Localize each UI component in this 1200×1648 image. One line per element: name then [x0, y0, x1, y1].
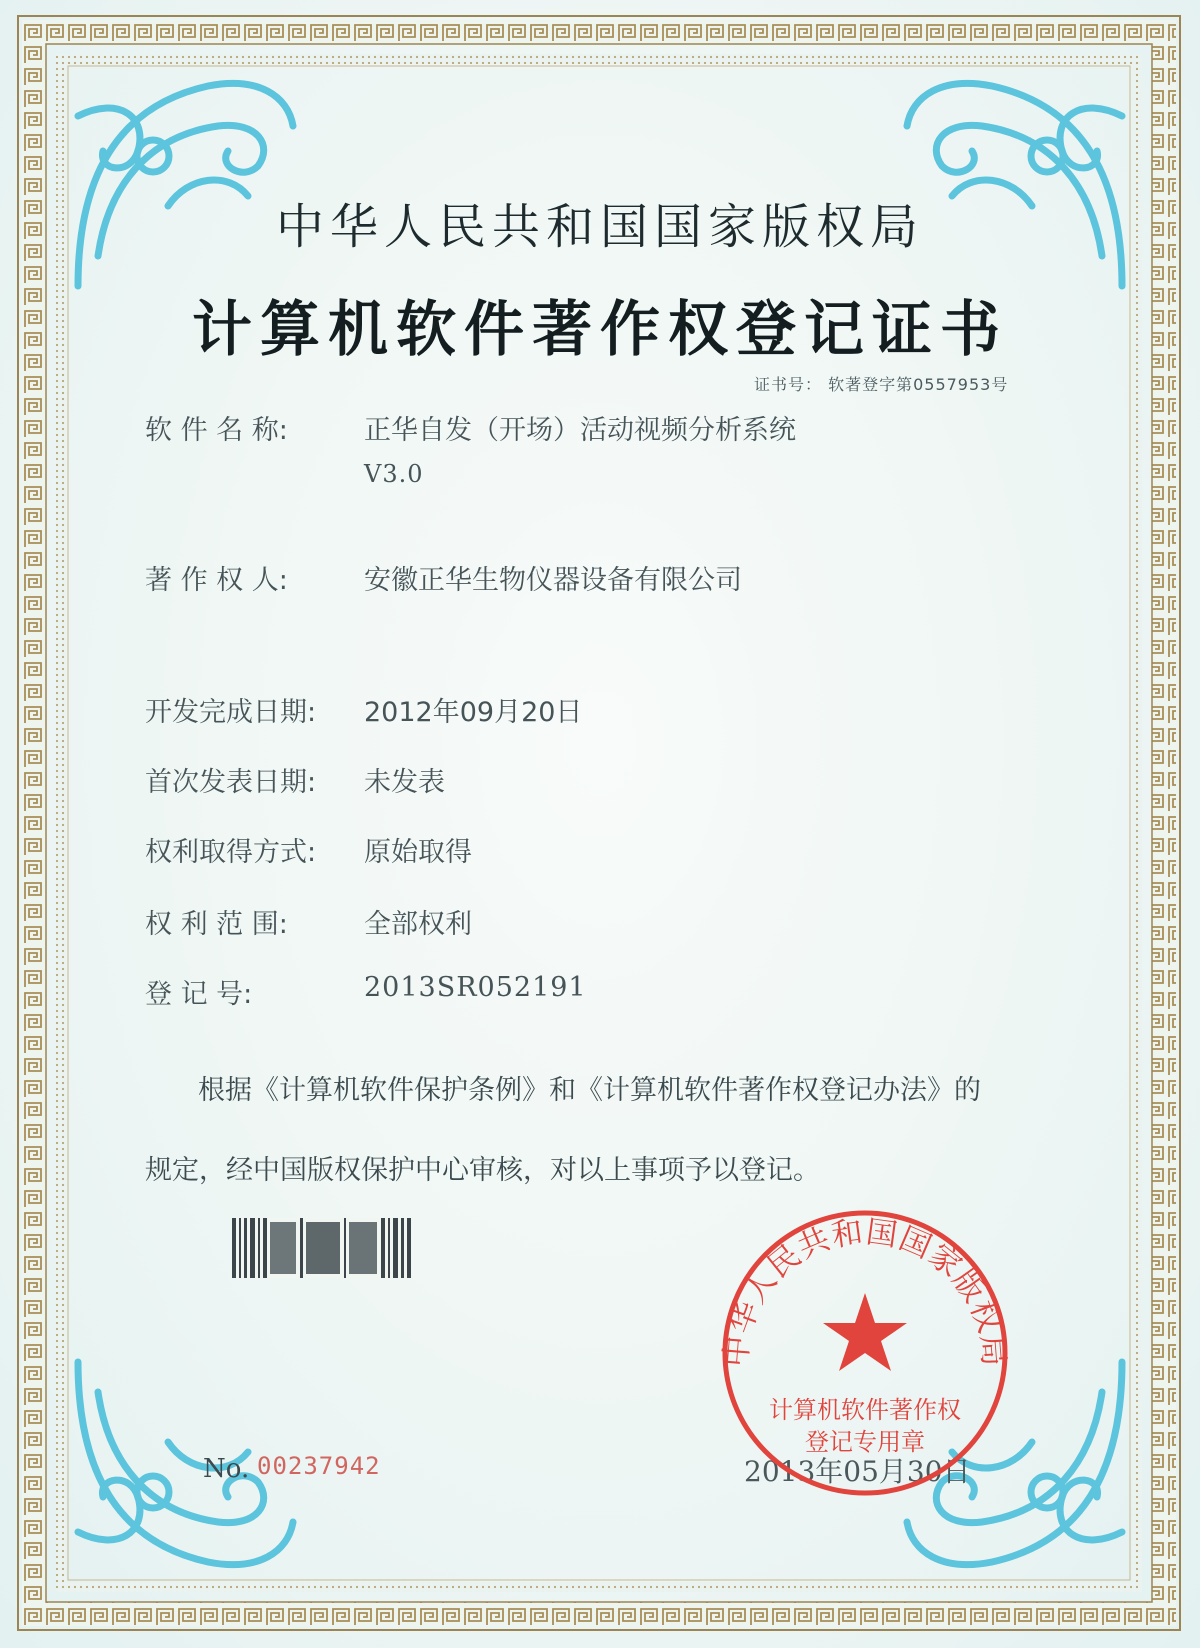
- official-seal: [715, 1208, 1015, 1498]
- dev-completion-value: 2012年09月20日: [364, 697, 583, 728]
- registration-value: 2013SR052191: [364, 972, 587, 1003]
- seal-outer-text: 中华人民共和国国家版权局: [718, 1214, 1012, 1369]
- registration-label: 登 记 号:: [145, 979, 253, 1010]
- scope-value: 全部权利: [364, 909, 472, 940]
- acquisition-value: 原始取得: [364, 837, 472, 868]
- issuing-agency: 中华人民共和国国家版权局: [275, 199, 924, 255]
- corner-ornament-top-right: [892, 56, 1142, 306]
- certificate-number: 证书号： 软著登字第0557953号: [754, 375, 1009, 394]
- corner-ornament-top-left: [58, 56, 308, 306]
- body-line-2: 规定，经中国版权保护中心审核，对以上事项予以登记。: [145, 1155, 820, 1186]
- software-name-value: 正华自发（开场）活动视频分析系统: [364, 415, 796, 446]
- serial-number-value: 00237942: [257, 1452, 381, 1480]
- certificate-barcode: [232, 1218, 412, 1278]
- seal-inner-line-2: 登记专用章: [805, 1428, 925, 1456]
- copyright-owner-value: 安徽正华生物仪器设备有限公司: [364, 565, 742, 596]
- acquisition-label: 权利取得方式:: [145, 837, 317, 868]
- first-publication-label: 首次发表日期:: [145, 767, 317, 798]
- issue-date: 2013年05月30日: [744, 1455, 971, 1488]
- certificate-title: 计算机软件著作权登记证书: [192, 295, 1008, 365]
- first-publication-value: 未发表: [364, 767, 445, 798]
- dev-completion-label: 开发完成日期:: [145, 697, 317, 728]
- scope-label: 权 利 范 围:: [145, 909, 288, 940]
- star-icon: [823, 1293, 907, 1371]
- software-name-label: 软 件 名 称:: [145, 415, 288, 446]
- copyright-owner-label: 著 作 权 人:: [145, 565, 288, 596]
- seal-inner-line-1: 计算机软件著作权: [769, 1396, 961, 1424]
- serial-number-label: No.: [203, 1454, 250, 1484]
- body-line-1: 根据《计算机软件保护条例》和《计算机软件著作权登记办法》的: [198, 1075, 981, 1106]
- software-version-value: V3.0: [364, 460, 424, 488]
